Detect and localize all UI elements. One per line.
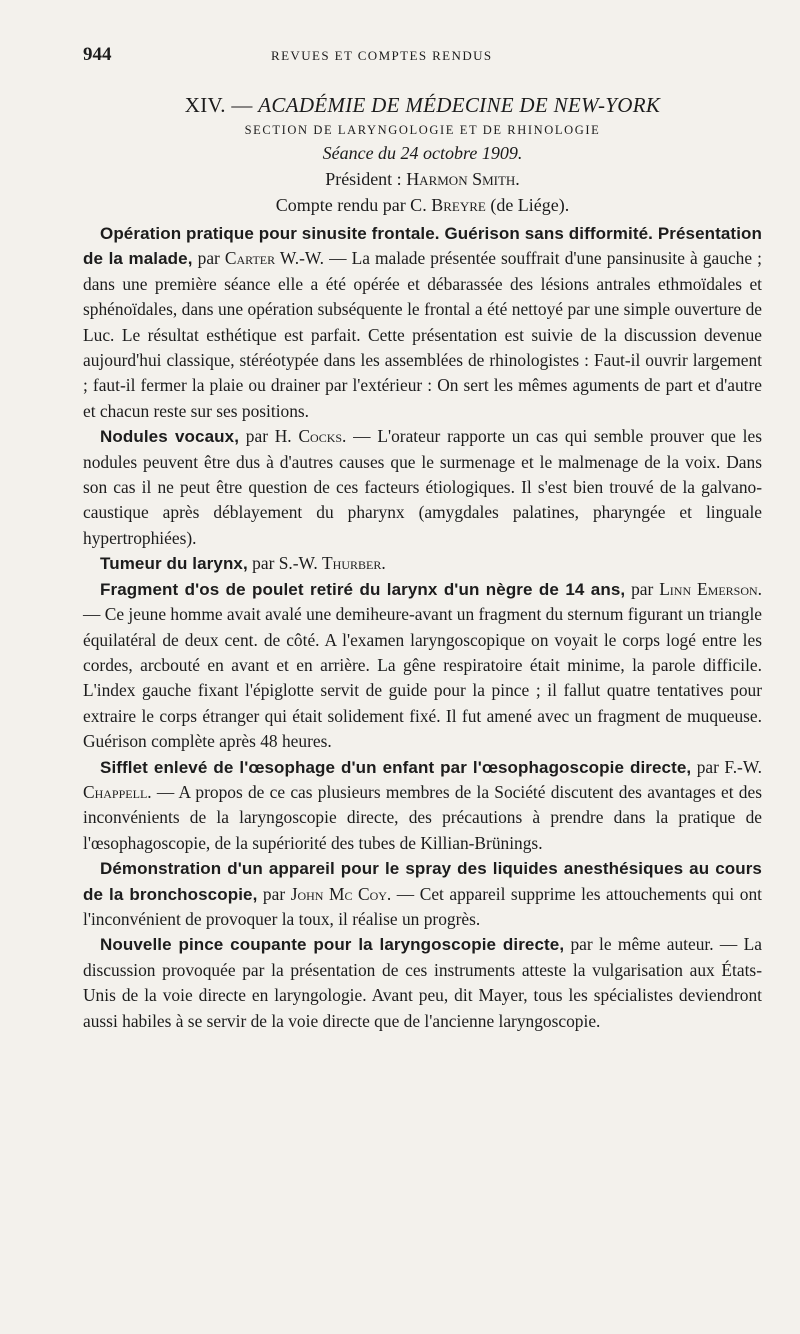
section-heading [83,92,762,118]
entry-title: Sifflet enlevé de l'œsophage d'un enfant par l'œsophagoscopie directe, [100,757,692,777]
entry-author-prefix: par [192,248,225,269]
entry-author: Carter W.-W. [224,248,325,269]
section-subtitle: SECTION DE LARYNGOLOGIE ET DE RHINOLOGIE [244,123,601,137]
entry-author-prefix: par F.-W. [691,756,762,777]
journal-title: REVUES ET COMPTES RENDUS [271,48,493,63]
page-number: 944 [83,44,112,65]
entry-paragraph [83,577,762,755]
entry-author: Chappell. [83,781,152,802]
entry-text: — La discussion provoquée par la présentation de ces instruments atteste la vulgarisation aux États-Unis de la voie directe en laryngologie. Avant peu, dit Mayer, tous les spécialistes deviendront aussi habiles à se servir de la voie directe que de l'ancienne laryngoscopie. [83,934,762,1031]
entry-title: Opération pratique pour sinusite frontale. Guérison sans difformité. Présentation de la malade, [83,224,762,269]
entry-paragraph [83,755,762,857]
entry-text: — A propos de ce cas plusieurs membres de la Société discutent des avantages et des inconvénients de la laryngoscopie directe, des précautions à prendre dans la pratique de l'œsophagoscopie, de la supériorité des tubes de Killian-Brünings. [83,781,762,853]
entry-paragraph [83,932,762,1034]
entry-paragraph [83,551,762,576]
entry-title: Démonstration d'un appareil pour le spray des liquides anesthésiques au cours de la bronchoscopie, [83,859,762,904]
session-date: Séance du 24 octobre 1909. [322,143,523,163]
entry-author-prefix: par [257,883,291,904]
entry-paragraph [83,221,762,424]
article-body [83,221,762,1034]
entry-text: — L'orateur rapporte un cas qui semble prouver que les nodules peuvent être dus à d'autres causes que le surmenage et le malmenage de la voix. Dans son cas il ne peut être question de ces facteurs étiologiques. Il s'est bien trouvé de la galvano-caustique après déblayement du pharynx (amygdales palatines, pharyngée et linguale hypertrophiées). [83,426,762,548]
entry-author: Linn Emerson. [659,578,763,599]
entry-author-prefix: par le même auteur. [564,934,714,955]
report-place: (de Liége). [485,195,570,215]
entry-author-prefix: par S.-W. [247,553,323,574]
reporter-line [83,192,762,218]
entry-text: — Cet appareil supprime les attouchements qui ont l'inconvénient de provoquer la toux, il réalise un progrès. [83,883,762,929]
entry-text: — La malade présentée souffrait d'une pansinusite à gauche ; dans une première séance elle a été opérée et débarassée des lésions antrales ethmoïdales et sphénoïdales, dans une opération subséquente le frontal a été nettoyé par une simple ouverture de Luc. Le résultat esthétique est parfait. Cette présentation est suivie de la discussion devenue aujourd'hui classique, stéréotypée dans les assemblées de rhinologistes : Faut-il ouvrir largement ; faut-il fermer la plaie ou drainer par l'extérieur : On sert les mêmes aguments de part et d'autre et chacun reste sur ses positions. [83,248,763,421]
entry-text: — Ce jeune homme avait avalé une demiheure-avant un fragment du sternum figurant un triangle équilatéral de deux cent. de côté. A l'examen laryngoscopique on voyait le corps logé entre les cordes, arcbouté en avant et en arrière. La gêne respiratoire était minime, la parole difficile. L'index gauche fixant l'épiglotte servit de guide pour la pince ; il fallut quatre tentatives pour extraire le corps étranger qui était solidement fixé. Il fut amené avec un fragment de muqueuse. Guérison complète après 48 heures. [83,604,762,752]
report-name: Breyre [431,195,486,215]
president-name: Harmon Smith. [406,169,520,189]
entry-title: Nodules vocaux, [100,427,240,447]
entry-paragraph [83,856,762,932]
running-head [83,44,762,72]
entry-paragraph [83,424,762,551]
entry-title: Fragment d'os de poulet retiré du larynx d'un nègre de 14 ans, [100,579,626,599]
entry-author: Cocks. [298,426,347,447]
entry-author-prefix: par [625,578,660,599]
section-dash: — [225,93,259,117]
entry-author: Thurber. [322,553,386,574]
entry-title: Tumeur du larynx, [100,554,248,574]
president-line [83,166,762,192]
section-number: XIV. [184,93,226,117]
president-label: Président : [325,169,407,189]
entry-author-prefix: par H. [239,426,299,447]
entry-author: John Mc Coy. [290,883,392,904]
section-title: ACADÉMIE DE MÉDECINE DE NEW-YORK [258,93,661,117]
entry-title: Nouvelle pince coupante pour la laryngoscopie directe, [100,935,565,955]
report-label: Compte rendu par C. [275,195,432,215]
